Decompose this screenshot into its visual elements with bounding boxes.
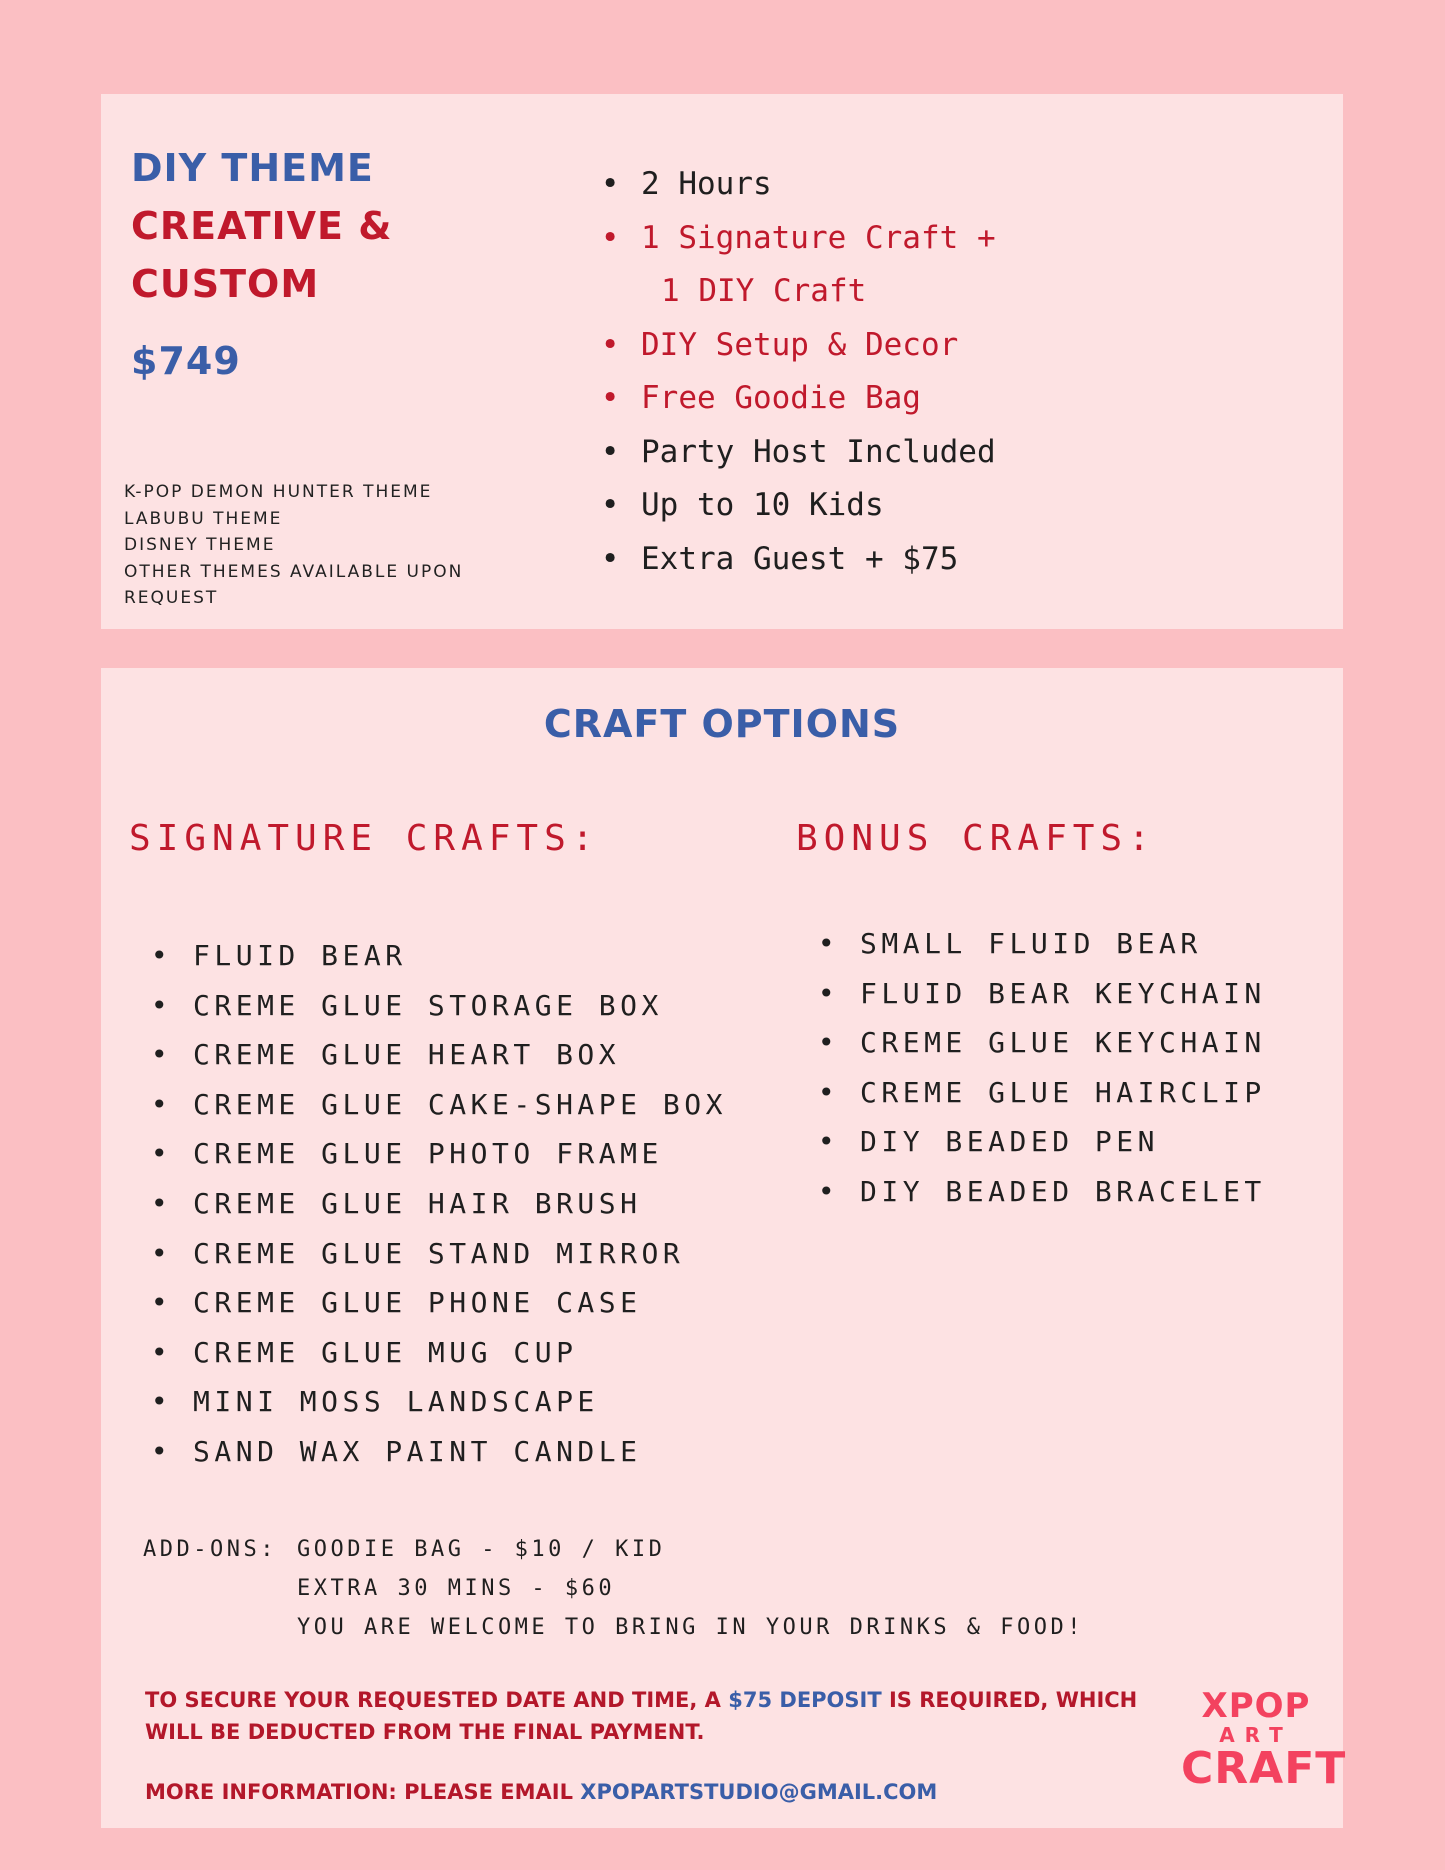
feature-item	[601, 533, 996, 587]
craft-name: CREME GLUE HAIR BRUSH	[193, 1186, 642, 1220]
craft-name: CREME GLUE CAKE-SHAPE BOX	[193, 1087, 727, 1121]
craft-name: DIY BEADED PEN	[860, 1125, 1160, 1159]
bonus-crafts-heading: BONUS CRAFTS:	[796, 818, 1156, 859]
craft-name: CREME GLUE STAND MIRROR	[193, 1236, 685, 1270]
feature-item	[601, 426, 996, 480]
add-on-item: YOU ARE WELCOME TO BRING IN YOUR DRINKS & FOOD!	[297, 1615, 1085, 1640]
add-ons-section	[143, 1530, 1084, 1647]
bullet: •	[151, 988, 168, 1022]
list-item	[151, 1080, 727, 1130]
craft-name: MINI MOSS LANDSCAPE	[193, 1385, 599, 1419]
add-on-row	[143, 1608, 1084, 1647]
list-item	[818, 1167, 1266, 1217]
bullet: •	[601, 540, 620, 577]
deposit-notice	[145, 1684, 1185, 1748]
craft-name: SMALL FLUID BEAR	[860, 927, 1202, 960]
craft-options-title: CRAFT OPTIONS	[543, 702, 901, 746]
craft-name: CREME GLUE STORAGE BOX	[193, 988, 663, 1022]
package-title-line2: CREATIVE &	[131, 204, 393, 248]
deposit-amount: $75 DEPOSIT	[728, 1688, 882, 1712]
bullet: •	[151, 1186, 168, 1220]
logo-fine-print	[1181, 1796, 1331, 1808]
theme-item: OTHER THEMES AVAILABLE UPON	[124, 561, 464, 582]
contact-label: MORE INFORMATION: PLEASE EMAIL	[145, 1780, 581, 1804]
list-item	[151, 1427, 727, 1477]
feature-text: 2 Hours	[641, 166, 772, 202]
bullet: •	[601, 326, 620, 363]
list-item	[151, 981, 727, 1031]
add-on-row	[143, 1530, 1084, 1569]
list-item	[151, 1179, 727, 1229]
bullet: •	[151, 1137, 168, 1171]
theme-item: K-POP DEMON HUNTER THEME	[124, 482, 433, 502]
list-item	[151, 1229, 727, 1279]
craft-name: CREME GLUE KEYCHAIN	[860, 1026, 1266, 1060]
bullet: •	[601, 380, 620, 416]
feature-text: Up to 10 Kids	[641, 487, 884, 523]
logo-line1: XPOP	[1201, 1686, 1311, 1726]
bullet: •	[601, 166, 620, 202]
list-item	[818, 1117, 1266, 1167]
craft-name: FLUID BEAR	[193, 939, 407, 972]
list-item	[818, 1018, 1266, 1068]
feature-item-continued	[601, 265, 996, 319]
craft-name: SAND WAX PAINT CANDLE	[193, 1434, 642, 1468]
list-item	[818, 969, 1266, 1019]
contact-info	[145, 1780, 937, 1804]
feature-text: 1 DIY Craft	[661, 273, 867, 309]
signature-crafts-heading: SIGNATURE CRAFTS:	[129, 818, 600, 859]
bullet: •	[151, 1087, 168, 1121]
bullet: •	[818, 976, 835, 1010]
add-on-item: GOODIE BAG - $10 / KID	[297, 1537, 666, 1562]
bullet: •	[601, 433, 620, 470]
logo-line2: ART	[1219, 1723, 1293, 1747]
theme-item: REQUEST	[124, 588, 219, 608]
bullet: •	[601, 219, 620, 256]
bullet: •	[151, 1236, 168, 1270]
package-panel	[101, 94, 1343, 629]
bonus-crafts-list	[818, 919, 1266, 1217]
theme-list	[124, 479, 463, 612]
bullet: •	[601, 487, 620, 523]
logo-line3: CRAFT	[1181, 1743, 1347, 1794]
add-ons-label: ADD-ONS:	[143, 1537, 277, 1562]
feature-item	[601, 372, 996, 426]
feature-item	[601, 158, 996, 212]
theme-item: DISNEY THEME	[124, 535, 276, 555]
deposit-text-end: IS REQUIRED, WHICH WILL BE DEDUCTED FROM THE FINAL PAYMENT.	[145, 1688, 1138, 1744]
add-on-row	[143, 1569, 1084, 1608]
bullet: •	[151, 1385, 168, 1419]
feature-list	[601, 158, 996, 586]
feature-text: 1 Signature Craft +	[641, 219, 996, 256]
deposit-text-start: TO SECURE YOUR REQUESTED DATE AND TIME, A	[145, 1688, 729, 1712]
list-item	[151, 1278, 727, 1328]
feature-text: Extra Guest + $75	[641, 540, 959, 577]
list-item	[818, 919, 1266, 969]
list-item	[818, 1068, 1266, 1118]
bullet: •	[818, 1026, 835, 1060]
list-item	[151, 1030, 727, 1080]
feature-item	[601, 479, 996, 533]
list-item	[151, 1377, 727, 1427]
bullet: •	[151, 1335, 168, 1369]
feature-item	[601, 212, 996, 266]
package-title-line3: CUSTOM	[131, 262, 320, 306]
email-link[interactable]: XPOPARTSTUDIO@GMAIL.COM	[580, 1780, 938, 1804]
add-on-item: EXTRA 30 MINS - $60	[297, 1576, 616, 1601]
feature-item	[601, 319, 996, 373]
feature-text: DIY Setup & Decor	[641, 326, 959, 363]
signature-crafts-list	[151, 931, 727, 1477]
bullet: •	[151, 1286, 168, 1320]
package-price: $749	[131, 339, 241, 383]
craft-name: CREME GLUE MUG CUP	[193, 1335, 578, 1369]
theme-item: LABUBU THEME	[124, 508, 283, 529]
craft-name: CREME GLUE HAIRCLIP	[860, 1075, 1266, 1109]
feature-text: Free Goodie Bag	[641, 380, 921, 416]
bullet: •	[151, 939, 168, 972]
list-item	[151, 931, 727, 981]
xpop-art-craft-logo	[1181, 1686, 1347, 1808]
craft-name: CREME GLUE HEART BOX	[193, 1038, 621, 1072]
feature-text: Party Host Included	[641, 433, 996, 470]
craft-name: DIY BEADED BRACELET	[860, 1174, 1266, 1208]
bullet: •	[151, 1434, 168, 1468]
craft-options-panel	[101, 668, 1347, 1828]
bullet: •	[151, 1038, 168, 1072]
package-title-line1: DIY THEME	[131, 146, 374, 190]
craft-name: CREME GLUE PHOTO FRAME	[193, 1137, 663, 1171]
bullet: •	[818, 927, 835, 960]
craft-name: CREME GLUE PHONE CASE	[193, 1286, 642, 1320]
bullet: •	[818, 1174, 835, 1208]
list-item	[151, 1129, 727, 1179]
bullet: •	[818, 1075, 835, 1109]
bullet: •	[818, 1125, 835, 1159]
list-item	[151, 1328, 727, 1378]
craft-name: FLUID BEAR KEYCHAIN	[860, 976, 1266, 1010]
